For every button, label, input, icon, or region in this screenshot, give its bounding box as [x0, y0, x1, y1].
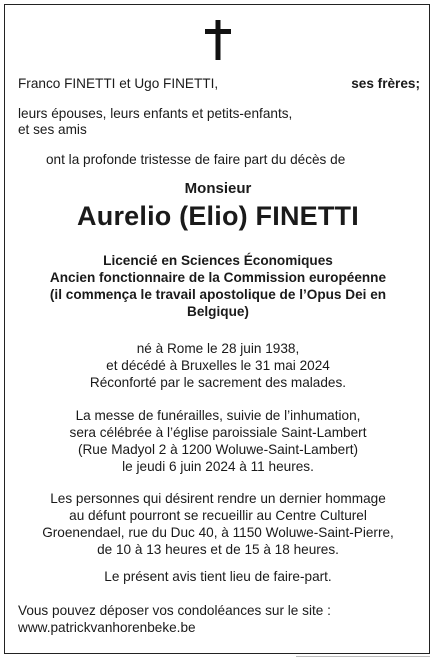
family-line-friends: et ses amis	[18, 122, 87, 137]
family-line-brothers: Franco FINETTI et Ugo FINETTI,	[18, 76, 219, 91]
qualification-line: (il commença le travail apostolique de l’Opus Dei en	[49, 287, 387, 302]
visitation-line: Les personnes qui désirent rendre un dernier hommage	[50, 491, 386, 506]
deceased-name: Aurelio (Elio) FINETTI	[77, 201, 359, 231]
death-line: et décédé à Bruxelles le 31 mai 2024	[106, 358, 330, 373]
announcement-text: ont la profonde tristesse de faire part du décès de	[46, 152, 346, 167]
qualification-line: Ancien fonctionnaire de la Commission européenne	[49, 270, 387, 285]
visitation-line: Groenendael, rue du Duc 40, à 1150 Woluwe-Saint-Pierre,	[42, 525, 394, 540]
condolences-text: Vous pouvez déposer vos condoléances sur le site :	[18, 603, 331, 618]
deceased-title: Monsieur	[184, 180, 252, 197]
bottom-divider	[296, 656, 430, 661]
funeral-line: sera célébrée à l’église paroissiale Saint-Lambert	[69, 425, 367, 440]
sacrament-line: Réconforté par le sacrement des malades.	[89, 375, 347, 390]
birth-line: né à Rome le 28 juin 1938,	[136, 341, 300, 356]
funeral-line: (Rue Madyol 2 à 1200 Woluwe-Saint-Lambert)	[77, 442, 359, 457]
visitation-line: au défunt pourront se recueillir au Centre Culturel	[69, 508, 367, 523]
latin-cross-icon	[0, 18, 436, 62]
family-line-spouses: leurs épouses, leurs enfants et petits-enfants,	[18, 106, 293, 121]
funeral-line: le jeudi 6 juin 2024 à 11 heures.	[122, 459, 314, 474]
funeral-line: La messe de funérailles, suivie de l’inhumation,	[75, 408, 361, 423]
qualification-line: Licencié en Sciences Économiques	[103, 253, 333, 268]
condolences-link[interactable]: www.patrickvanhorenbeke.be	[18, 620, 196, 635]
qualification-line: Belgique)	[187, 304, 249, 319]
notice-text: Le présent avis tient lieu de faire-part.	[104, 569, 332, 584]
family-relation-label: ses frères;	[351, 76, 420, 91]
visitation-line: de 10 à 13 heures et de 15 à 18 heures.	[97, 542, 339, 557]
